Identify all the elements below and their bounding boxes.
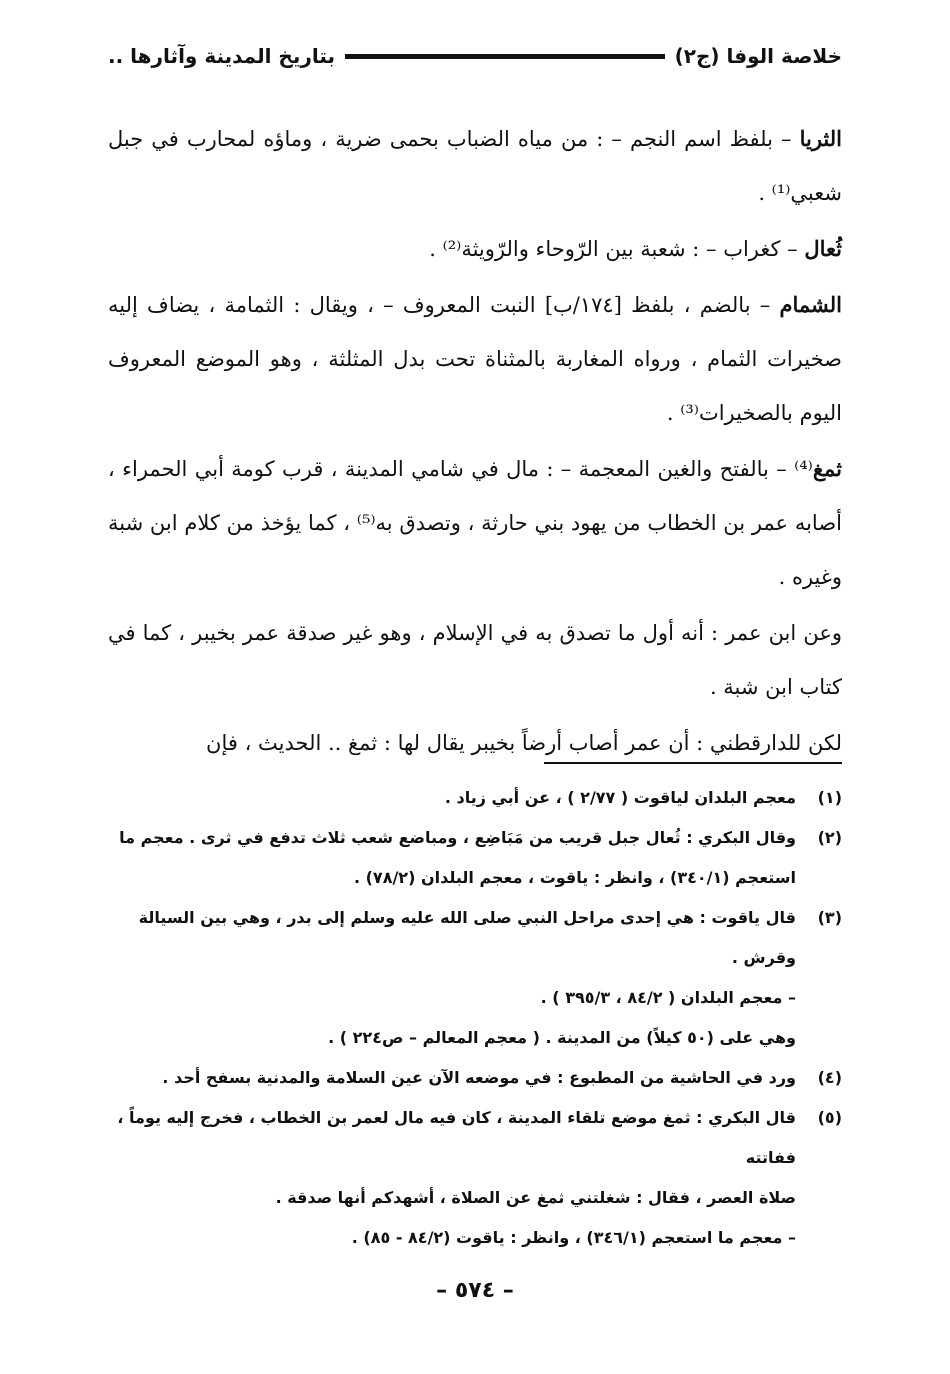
footnote-number: (٢) xyxy=(817,828,842,847)
running-header xyxy=(108,36,842,76)
footnote-separator xyxy=(544,762,842,764)
entry-heading: الثريا xyxy=(799,126,842,151)
header-title-right: خلاصة الوفا (ج٢) xyxy=(674,44,842,68)
paragraph-text: وعن ابن عمر : أنه أول ما تصدق به في الإسلام ، وهو غير صدقة عمر بخيبر ، كما في كتاب ابن شبة . xyxy=(108,621,842,699)
main-text xyxy=(108,112,842,772)
footnote-1 xyxy=(108,778,842,818)
header-rule xyxy=(345,54,665,59)
footnote-number: (٤) xyxy=(817,1068,842,1087)
paragraph-thual xyxy=(108,222,842,276)
entry-heading: الشمام xyxy=(779,292,843,317)
paragraph-shammam xyxy=(108,278,842,440)
footnote-number: (٣) xyxy=(817,908,842,927)
footnotes xyxy=(108,778,842,1258)
footnote-line: استعجم (٣٤٠/١) ، وانظر : ياقوت ، معجم البلدان (٧٨/٢) . xyxy=(353,868,796,887)
footnote-5 xyxy=(108,1098,842,1258)
footnote-line: صلاة العصر ، فقال : شغلتني ثمغ عن الصلاة ، أشهدكم أنها صدقة . xyxy=(275,1188,796,1207)
paragraph-ibn-umar xyxy=(108,606,842,714)
paragraph-thurayya xyxy=(108,112,842,220)
footnote-line: – معجم ما استعجم (٣٤٦/١) ، وانظر : ياقوت (٨٤/٢ - ٨٥) . xyxy=(351,1228,796,1247)
footnote-line: وقال البكري : ثُعال جبل قريب من مَبَاضِع ، ومباضع شعب ثلاث تدفع في ثرى . معجم ما xyxy=(119,828,796,847)
header-title-left: بتاريخ المدينة وآثارها .. xyxy=(108,44,336,68)
entry-text: ⁽⁴⁾ – بالفتح والغين المعجمة – : مال في شامي المدينة ، قرب كومة أبي الحمراء ، أصابه عمر بن الخطاب من يهود بني حارثة ، وتصدق به⁽⁵⁾ ، كما يؤخذ من كلام ابن شبة وغيره . xyxy=(108,457,842,589)
entry-text: – بلفظ اسم النجم – : من مياه الضباب بحمى ضرية ، وماؤه لمحارب في جبل شعبي⁽¹⁾ . xyxy=(108,127,842,205)
footnote-line: ورد في الحاشية من المطبوع : في موضعه الآن عين السلامة والمدنية بسفح أحد . xyxy=(162,1068,796,1087)
footnote-3 xyxy=(108,898,842,1058)
paragraph-thamgh xyxy=(108,442,842,604)
footnote-4 xyxy=(108,1058,842,1098)
paragraph-text: لكن للدارقطني : أن عمر أصاب أرضاً بخيبر يقال لها : ثمغ .. الحديث ، فإن xyxy=(206,731,842,755)
entry-heading: ثُعال xyxy=(804,236,842,261)
footnote-number: (٥) xyxy=(817,1108,842,1127)
footnote-line: معجم البلدان لياقوت ( ٢/٧٧ ) ، عن أبي زياد . xyxy=(444,788,796,807)
entry-text: – كغراب – : شعبة بين الرّوحاء والرّويثة⁽²⁾ . xyxy=(429,237,805,261)
entry-heading: ثمغ xyxy=(812,456,842,481)
footnote-2 xyxy=(108,818,842,898)
page-number: – ٥٧٤ – xyxy=(436,1278,514,1303)
footnote-line: وهي على (٥٠ كيلاً) من المدينة . ( معجم المعالم – ص٢٢٤ ) . xyxy=(328,1028,796,1047)
entry-text: – بالضم ، بلفظ [١٧٤/ب] النبت المعروف – ، ويقال : الثمامة ، يضاف إليه صخيرات الثمام ، ورواه المغاربة بالمثناة تحت بدل المثلثة ، وهو الموضع المعروف اليوم بالصخيرات⁽³⁾ . xyxy=(108,293,842,425)
footnote-number: (١) xyxy=(817,788,842,807)
footnote-line: قال البكري : ثمغ موضع تلقاء المدينة ، كان فيه مال لعمر بن الخطاب ، فخرج إليه يوماً ، ففاتته xyxy=(117,1108,796,1167)
footnote-line: قال ياقوت : هي إحدى مراحل النبي صلى الله عليه وسلم إلى بدر ، وهي بين السيالة وقرش . xyxy=(138,908,796,967)
footnote-line: – معجم البلدان ( ٨٤/٢ ، ٣٩٥/٣ ) . xyxy=(540,988,796,1007)
